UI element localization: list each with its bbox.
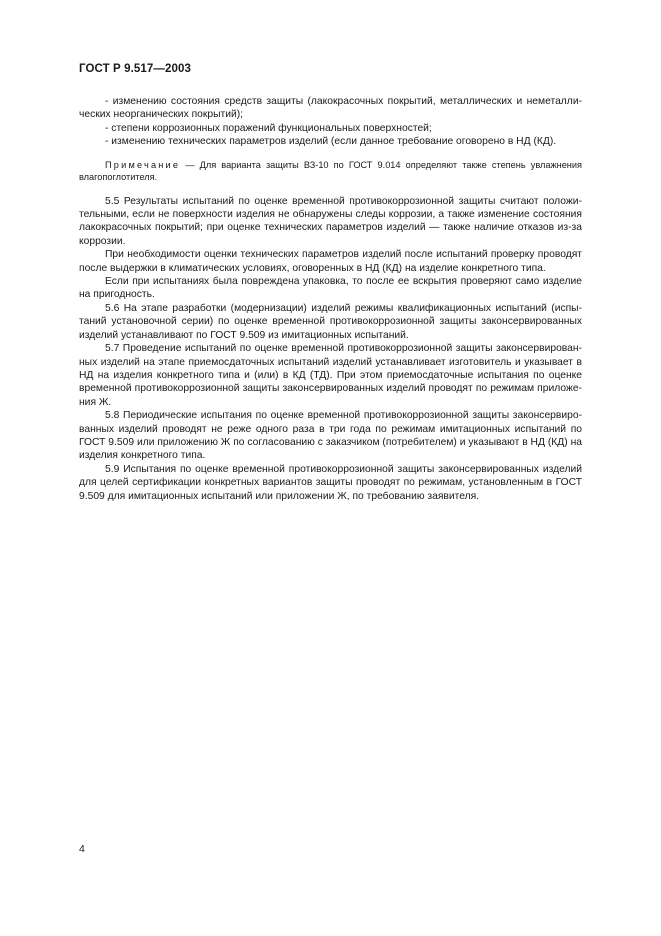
page-number: 4: [79, 843, 85, 855]
section-5-7: 5.7 Проведение испытаний по оценке временной противокоррозионной защиты законсервирован-ных изделий на этапе приемосдаточных испытаний изделий устанавливает изготовитель и указывает в НД на изделия конкретного типа и (или) в КД (ТД). При этом приемосдаточные испытания по оценке временной противокоррозионной защиты законсервированных изделий проводят по режимам приложе-ния Ж.: [79, 343, 582, 408]
section-5-5: 5.5 Результаты испытаний по оценке временной противокоррозионной защиты считают положи-тельными, если не поверхности изделия не обнаружены следы коррозии, а также изменение состояния лакокрасочных покрытий; при оценке технических параметров изделий — также наличие отказов из-за коррозии.: [79, 195, 582, 247]
section-5-9: 5.9 Испытания по оценке временной противокоррозионной защиты законсервированных изделий для целей сертификации конкретных вариантов защиты проводят по режимам, установленным в ГОСТ 9.509 для имитационных испытаний или приложении Ж, по требованию заявителя.: [79, 463, 582, 502]
paragraph: Если при испытаниях была повреждена упаковка, то после ее вскрытия проверяют само изделие на пригодность.: [79, 276, 582, 301]
paragraph: При необходимости оценки технических параметров изделий после испытаний проверку проводят после выдержки в климатических условиях, оговоренных в НД (КД) на изделие конкретного типа.: [79, 249, 582, 274]
list-item: - изменению технических параметров изделий (если данное требование оговорено в НД (КД).: [105, 136, 557, 148]
note-label: Примечание: [105, 159, 181, 170]
document-body: [79, 95, 582, 503]
note-text: — Для варианта защиты ВЗ-10 по ГОСТ 9.014 определяют также степень увлажнения влагопоглотителя.: [79, 159, 582, 182]
section-5-6: 5.6 На этапе разработки (модернизации) изделий режимы квалификационных испытаний (испы-таний установочной серии) по оценке временной противокоррозионной защиты законсервированных изделий устанавливают по ГОСТ 9.509 из имитационных испытаний.: [79, 302, 582, 341]
list-item: - изменению состояния средств защиты (лакокрасочных покрытий, металлических и неметалли-ческих неорганических покрытий);: [79, 96, 582, 121]
list-item: - степени коррозионных поражений функциональных поверхностей;: [105, 122, 432, 134]
document-header: ГОСТ Р 9.517—2003: [79, 63, 191, 75]
section-5-8: 5.8 Периодические испытания по оценке временной противокоррозионной защиты законсервиро-ванных изделий проводят не реже одного раза в три года по режимам имитационных испытаний по ГОСТ 9.509 или приложению Ж по согласованию с заказчиком (потребителем) и указывают в НД (КД) на изделия конкретного типа.: [79, 410, 582, 462]
note: [79, 159, 582, 183]
